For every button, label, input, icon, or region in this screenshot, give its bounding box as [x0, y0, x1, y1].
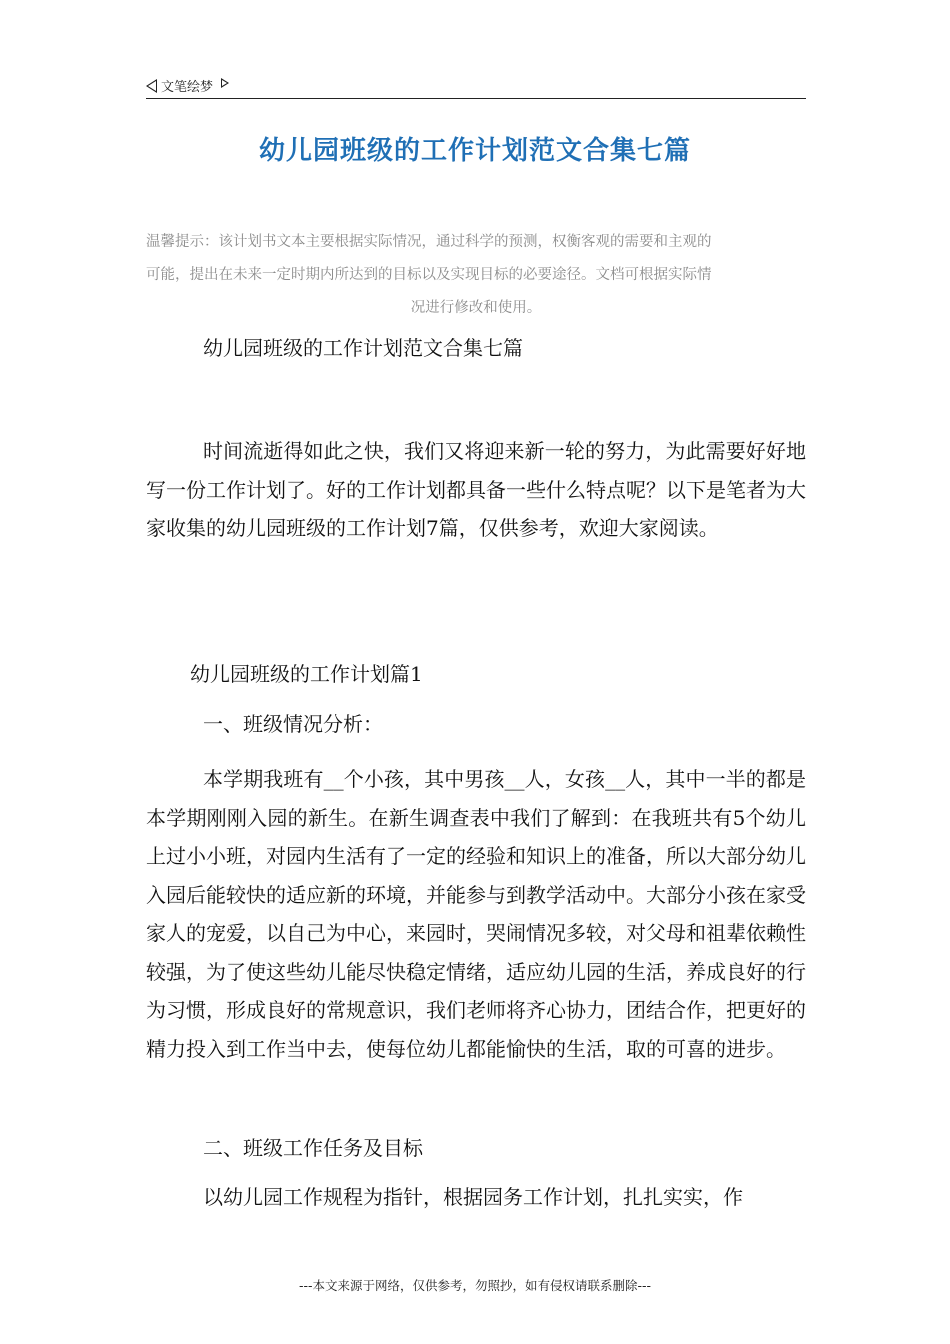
heading-tasks-goals: 二、班级工作任务及目标	[203, 1136, 423, 1160]
paragraph-tasks-goals: 以幼儿园工作规程为指针，根据园务工作计划，扎扎实实，作	[203, 1185, 743, 1209]
section-title: 幼儿园班级的工作计划篇1	[190, 662, 423, 686]
paragraph-class-analysis: 本学期我班有__个小孩，其中男孩__人，女孩__人，其中一半的都是本学期刚刚入园的新生。在新生调查表中我们了解到：在我班共有5个幼儿上过小小班，对园内生活有了一定的经验和知识上的准备，所以大部分幼儿入园后能较快的适应新的环境，并能参与到教学活动中。大部分小孩在家受家人的宠爱，以自己为中心，来园时，哭闹情况多较，对父母和祖辈依赖性较强，为了使这些幼儿能尽快稳定情绪，适应幼儿园的生活，养成良好的行为习惯，形成良好的常规意识，我们老师将齐心协力，团结合作，把更好的精力投入到工作当中去，使每位幼儿都能愉快的生活，取的可喜的进步。	[146, 767, 806, 1061]
document-subtitle: 幼儿园班级的工作计划范文合集七篇	[203, 336, 523, 360]
heading-class-analysis: 一、班级情况分析：	[203, 712, 383, 736]
page-footer: ---本文来源于网络，仅供参考，勿照抄，如有侵权请联系删除---	[298, 1278, 652, 1293]
tip-line-2: 可能，提出在未来一定时期内所达到的目标以及实现目标的必要途径。文档可根据实际情	[146, 267, 712, 283]
intro-paragraph: 时间流逝得如此之快，我们又将迎来新一轮的努力，为此需要好好地写一份工作计划了。好的工作计划都具备一些什么特点呢？以下是笔者为大家收集的幼儿园班级的工作计划7篇，仅供参考，欢迎大家阅读。	[146, 439, 806, 540]
right-triangle-icon	[221, 78, 229, 88]
tip-line-3: 况进行修改和使用。	[410, 300, 542, 316]
header-brand	[146, 76, 229, 95]
document-title: 幼儿园班级的工作计划范文合集七篇	[258, 136, 691, 166]
left-triangle-icon	[146, 79, 157, 93]
brand-label: 文笔绘梦	[161, 80, 214, 95]
tip-line-1: 温馨提示：该计划书文本主要根据实际情况，通过科学的预测，权衡客观的需要和主观的	[146, 234, 712, 250]
tip-block	[146, 226, 806, 325]
page-header	[146, 72, 806, 99]
